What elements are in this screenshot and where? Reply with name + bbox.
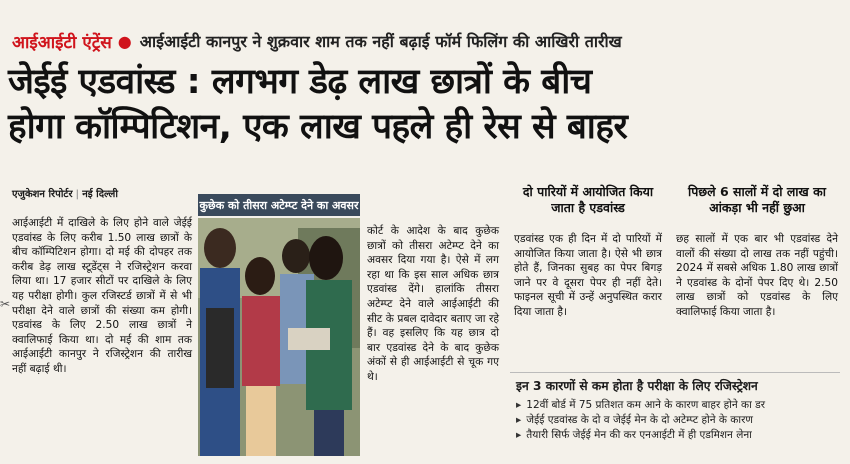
- byline: [12, 186, 118, 200]
- headline: [8, 60, 842, 150]
- byline-place: नई दिल्ली: [82, 189, 118, 200]
- reason-item-2: ▸ जेईई एडवांस्ड के दो व जेईई मेन के दो अटेम्प्ट होने के कारण: [516, 413, 840, 428]
- column-2-text: कोर्ट के आदेश के बाद कुछेक छात्रों को तीसरा अटेम्प्ट देने का अवसर दिया गया है। ऐसे में लग रहा था कि इस साल अधिक छात्र एडवांस्ड देंगे। हालांकि तीसरा अटेम्प्ट देने वाले आईआईटी की सीट के प्रबल दावेदार बताए जा रहे हैं। वह इसलिए कि यह छात्र दो बार एडवांस्ड देने के बाद कुछेक अंकों से ही आईआईटी से चूक गए थे।: [367, 225, 499, 383]
- bullet-icon: ●: [117, 31, 132, 51]
- reason-item-1: ▸ 12वीं बोर्ड में 75 प्रतिशत कम आने के कारण बाहर होने का डर: [516, 398, 840, 413]
- column-3-text: एडवांस्ड एक ही दिन में दो पारियों में आयोजित किया जाता है। ऐसे भी छात्र होते हैं, जिनका सुबह का पेपर बिगड़ जाने पर वे दूसरा पेपर ही नहीं देते। फाइनल सूची में उन्हें अनुपस्थित करार दिया जाता है।: [514, 233, 662, 318]
- byline-separator: |: [75, 189, 80, 200]
- column-3-heading: दो पारियों में आयोजित किया जाता है एडवांस्ड: [522, 184, 654, 215]
- students-photo: [198, 218, 360, 456]
- byline-reporter: एजुकेशन रिपोर्टर: [12, 189, 73, 200]
- headline-line-1: जेईई एडवांस्ड : लगभग डेढ़ लाख छात्रों के बीच: [8, 62, 592, 102]
- reason-item-3: ▸ तैयारी सिर्फ जेईई मेन की कर एनआईटी में ही एडमिशन लेना: [516, 428, 840, 443]
- column-4-text: छह सालों में एक बार भी एडवांस्ड देने वालों की संख्या दो लाख तक नहीं पहुंची। 2024 में सबसे अधिक 1.80 लाख छात्रों ने एडवांस्ड के दोनों पेपर दिए थे। 2.50 लाख छात्रों को एडवांस्ड के लिए क्वालिफाई किया जाता है।: [676, 233, 838, 318]
- students-photo-illustration: [198, 218, 360, 456]
- reasons-box: [510, 372, 840, 458]
- kicker-text: आईआईटी कानपुर ने शुक्रवार शाम तक नहीं बढ़ाई फॉर्म फिलिंग की आखिरी तारीख: [139, 32, 622, 51]
- kicker-line: [12, 26, 838, 56]
- headline-line-2: होगा कॉम्पिटिशन, एक लाख पहले ही रेस से बाहर: [8, 107, 628, 147]
- column-1-text: आईआईटी में दाखिले के लिए होने वाले जेईई एडवांस्ड के लिए करीब 1.50 लाख छात्रों के बीच कॉम्पिटिशन होगा। दो मई की दोपहर तक करीब डेढ़ लाख स्टूडेंट्स ने रजिस्ट्रेशन करवा लिया था। 17 हजार सीटों पर दाखिले के लिए यह परीक्षा होगी। कुल रजिस्टर्ड छात्रों में से भी परीक्षा देने वाले छात्रों की संख्या कम होगी। एडवांस्ड के लिए 2.50 लाख छात्रों ने क्वालिफाई किया था। दो मई की शाम तक आईआईटी कानपुर ने रजिस्ट्रेशन की तारीख नहीं बढ़ाई थी।: [12, 217, 192, 375]
- section-tag: आईआईटी एंट्रेंस: [12, 32, 112, 53]
- photo-caption: कुछेक को तीसरा अटेम्प्ट देने का अवसर: [198, 194, 360, 216]
- column-4-heading: पिछले 6 सालों में दो लाख का आंकड़ा भी नहीं छुआ: [688, 184, 826, 215]
- reasons-heading: इन 3 कारणों से कम होता है परीक्षा के लिए रजिस्ट्रेशन: [516, 379, 758, 393]
- scissors-icon: ✂: [0, 297, 11, 311]
- reasons-list: [510, 398, 840, 443]
